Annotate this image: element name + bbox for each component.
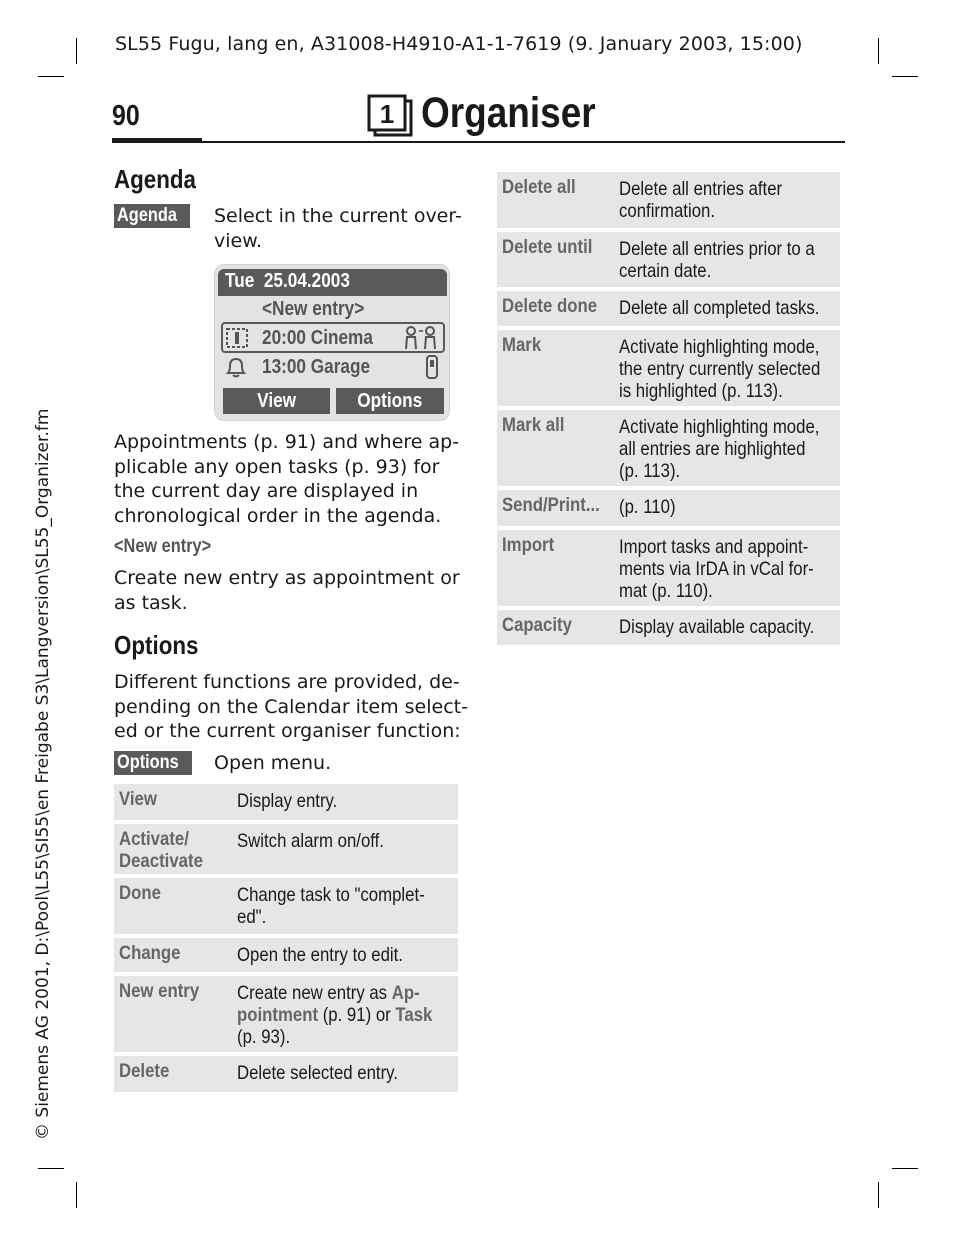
option-description-line: (p. 113). bbox=[619, 460, 681, 482]
view-button-label: View bbox=[257, 390, 296, 412]
people-icon bbox=[403, 325, 439, 351]
crop-mark bbox=[892, 76, 918, 77]
crop-mark bbox=[892, 1168, 918, 1169]
display-entry-label: 20:00 Cinema bbox=[262, 327, 373, 349]
display-entry[interactable] bbox=[215, 353, 451, 381]
option-description-line: confirmation. bbox=[619, 200, 716, 222]
option-description bbox=[619, 178, 782, 222]
agenda-description-line: chronological order in the agenda. bbox=[114, 504, 442, 527]
option-description bbox=[237, 884, 425, 928]
table-row[interactable] bbox=[497, 232, 840, 287]
options-softkey-text: Open menu. bbox=[214, 752, 332, 774]
option-description-line: Activate highlighting mode, bbox=[619, 416, 820, 438]
option-description: Display available capacity. bbox=[619, 616, 815, 638]
option-name-line: Deactivate bbox=[119, 850, 203, 872]
option-name: Delete all bbox=[502, 176, 576, 198]
option-description-text: Create new entry as bbox=[237, 982, 392, 1004]
chapter-title: Organiser bbox=[421, 89, 596, 137]
options-intro-line: ed or the current organiser function: bbox=[114, 720, 461, 742]
file-path-margin-text: © Siemens AG 2001, D:\Pool\L55\SI55\en Freigabe S3\Langversion\SL55_Organizer.fm bbox=[33, 408, 53, 1140]
option-description bbox=[619, 238, 815, 282]
option-description: Open the entry to edit. bbox=[237, 944, 403, 966]
option-description-line: mat (p. 110). bbox=[619, 580, 713, 602]
option-description bbox=[619, 536, 814, 602]
option-name: Delete until bbox=[502, 236, 593, 258]
organiser-icon-number: 1 bbox=[379, 99, 395, 129]
agenda-description-line: the current day are displayed in bbox=[114, 480, 419, 502]
display-entry[interactable] bbox=[215, 324, 451, 352]
options-intro bbox=[114, 670, 468, 744]
agenda-description bbox=[114, 430, 459, 528]
new-entry-text bbox=[114, 566, 460, 615]
option-name: Done bbox=[119, 882, 161, 904]
option-description-line: Activate highlighting mode, bbox=[619, 336, 820, 358]
table-row[interactable] bbox=[497, 410, 840, 486]
table-row[interactable] bbox=[497, 530, 840, 606]
crop-mark bbox=[38, 76, 64, 77]
phone-display bbox=[214, 264, 450, 421]
option-name: New entry bbox=[119, 980, 200, 1002]
option-description-line bbox=[237, 982, 432, 1004]
option-name: Delete done bbox=[502, 295, 598, 317]
display-entry-label: 13:00 Garage bbox=[262, 356, 371, 378]
option-description: Delete all completed tasks. bbox=[619, 297, 820, 319]
display-date: Tue 25.04.2003 bbox=[225, 270, 350, 292]
options-softkey-label: Options bbox=[117, 752, 179, 773]
options-softkey bbox=[114, 751, 192, 775]
option-name: Delete bbox=[119, 1060, 170, 1082]
agenda-intro-line: Select in the current over- bbox=[214, 205, 462, 227]
option-name: Capacity bbox=[502, 614, 572, 636]
option-description-line: Delete all entries after bbox=[619, 178, 783, 200]
options-intro-line: pending on the Calendar item select- bbox=[114, 695, 468, 718]
new-entry-text-line: Create new entry as appointment or bbox=[114, 567, 460, 589]
option-name: Send/Print... bbox=[502, 494, 600, 516]
table-row[interactable] bbox=[497, 330, 840, 406]
option-description-line: all entries are highlighted bbox=[619, 438, 806, 460]
option-description bbox=[237, 982, 432, 1048]
agenda-intro-line: view. bbox=[214, 229, 263, 252]
options-button-label: Options bbox=[357, 390, 423, 412]
option-name: Import bbox=[502, 534, 555, 556]
table-row[interactable] bbox=[114, 938, 458, 972]
agenda-softkey bbox=[114, 204, 190, 228]
option-description-highlight: pointment bbox=[237, 1004, 319, 1026]
display-title-bar bbox=[218, 269, 447, 296]
option-description-line: Delete all entries prior to a bbox=[619, 238, 815, 260]
crop-mark bbox=[38, 1168, 64, 1169]
agenda-softkey-label: Agenda bbox=[117, 205, 177, 226]
option-description-line bbox=[237, 1004, 432, 1026]
table-row[interactable] bbox=[497, 610, 840, 645]
agenda-description-line: plicable any open tasks (p. 93) for bbox=[114, 455, 440, 478]
option-description-line: ments via IrDA in vCal for- bbox=[619, 558, 814, 580]
crop-mark bbox=[878, 38, 879, 64]
agenda-intro bbox=[214, 204, 462, 253]
document-meta: SL55 Fugu, lang en, A31008-H4910-A1-1-7619 (9. January 2003, 15:00) bbox=[115, 33, 803, 55]
crop-mark bbox=[878, 1182, 879, 1208]
phone-icon bbox=[425, 354, 439, 380]
alarm-bell-icon bbox=[224, 355, 248, 379]
option-description-line: Change task to "complet- bbox=[237, 884, 425, 906]
option-description-text: (p. 91) or bbox=[318, 1004, 396, 1026]
table-row[interactable] bbox=[497, 490, 840, 526]
option-description-line: Import tasks and appoint- bbox=[619, 536, 809, 558]
appointment-icon bbox=[225, 327, 249, 349]
organiser-icon bbox=[366, 93, 414, 139]
new-entry-text-line: as task. bbox=[114, 591, 188, 614]
table-row[interactable] bbox=[497, 172, 840, 228]
agenda-description-line: Appointments (p. 91) and where ap- bbox=[114, 431, 460, 453]
table-row[interactable] bbox=[114, 824, 458, 874]
option-name: Mark bbox=[502, 334, 542, 356]
option-name-line: Activate/ bbox=[119, 828, 189, 850]
table-row[interactable] bbox=[114, 1056, 458, 1092]
option-description: Delete selected entry. bbox=[237, 1062, 398, 1084]
header-rule bbox=[112, 141, 845, 143]
page-number: 90 bbox=[112, 100, 140, 132]
crop-mark bbox=[76, 1182, 77, 1208]
new-entry-subheading: <New entry> bbox=[114, 536, 212, 557]
options-button[interactable] bbox=[336, 388, 444, 414]
option-name: Change bbox=[119, 942, 181, 964]
option-description-line: the entry currently selected bbox=[619, 358, 821, 380]
table-row[interactable] bbox=[114, 784, 458, 820]
view-button[interactable] bbox=[223, 388, 330, 414]
option-description-line: ed". bbox=[237, 906, 267, 928]
option-name: View bbox=[119, 788, 157, 810]
option-description: Display entry. bbox=[237, 790, 338, 812]
option-description-line: certain date. bbox=[619, 260, 712, 282]
crop-mark bbox=[76, 38, 77, 64]
option-description: (p. 110) bbox=[619, 496, 676, 518]
table-row[interactable] bbox=[114, 976, 458, 1052]
option-description-highlight: Task bbox=[395, 1004, 433, 1026]
option-name: Mark all bbox=[502, 414, 565, 436]
option-description bbox=[619, 416, 819, 482]
option-description: Switch alarm on/off. bbox=[237, 830, 384, 852]
display-new-entry[interactable] bbox=[215, 295, 451, 323]
option-name bbox=[119, 828, 203, 872]
option-description bbox=[619, 336, 820, 402]
table-row[interactable] bbox=[114, 878, 458, 934]
options-heading: Options bbox=[114, 630, 199, 660]
option-description-highlight: Ap- bbox=[391, 982, 420, 1004]
agenda-heading: Agenda bbox=[114, 164, 196, 194]
option-description-line: is highlighted (p. 113). bbox=[619, 380, 783, 402]
table-row[interactable] bbox=[497, 291, 840, 326]
option-description-line: (p. 93). bbox=[237, 1026, 291, 1048]
display-new-entry-label: <New entry> bbox=[262, 298, 365, 320]
options-intro-line: Different functions are provided, de- bbox=[114, 671, 460, 693]
